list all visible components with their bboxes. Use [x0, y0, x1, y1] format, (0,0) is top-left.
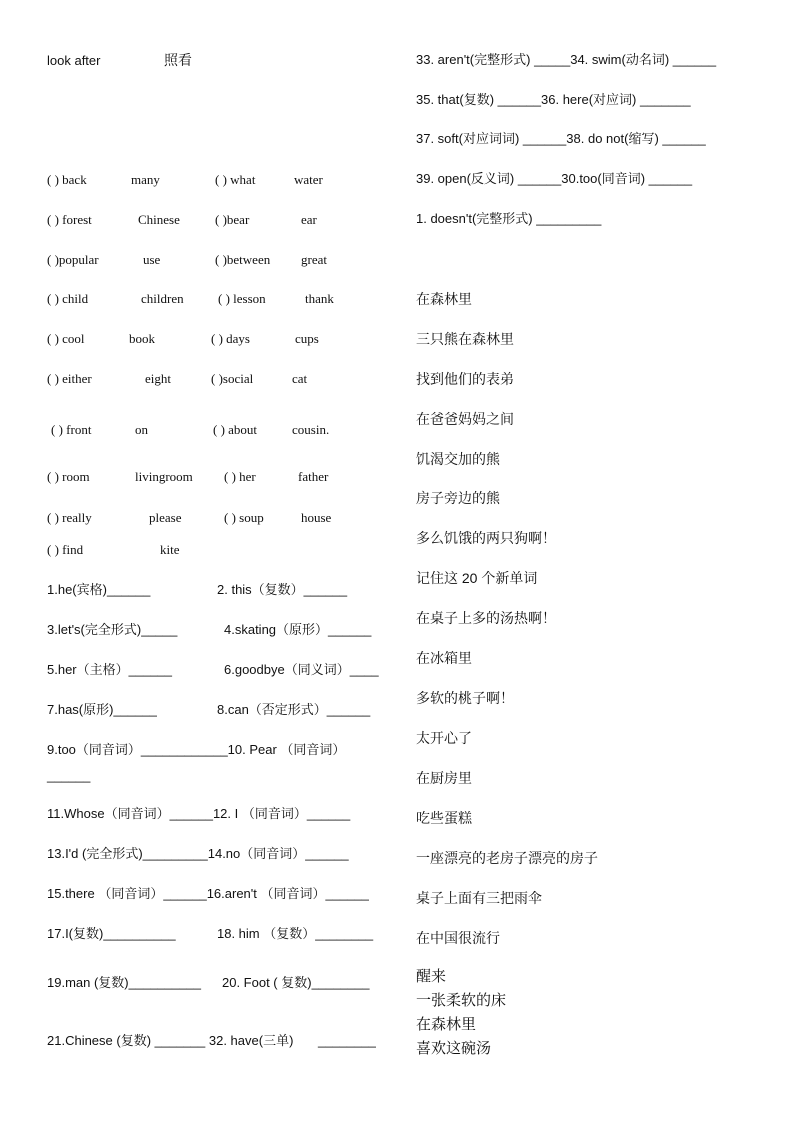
phrase-item: 多么饥饿的两只狗啊！ — [416, 530, 556, 546]
phonics-item: ( ) front — [51, 422, 92, 437]
exercise-item: 19.man (复数)__________ — [47, 975, 201, 990]
exercise-item: 4.skating（原形）______ — [224, 622, 372, 637]
phrase-item: 房子旁边的熊 — [416, 490, 500, 506]
exercise-item: 18. him （复数）________ — [217, 926, 374, 941]
exercise-item: ______ — [47, 768, 91, 783]
phonics-item: house — [301, 510, 332, 525]
phonics-item: thank — [305, 291, 334, 306]
exercise-item: 39. open(反义词) ______30.too(同音词) ______ — [416, 171, 693, 186]
phrase-item: 多软的桃子啊！ — [416, 690, 514, 706]
phonics-item: ( )bear — [215, 212, 250, 227]
phonics-item: cups — [295, 331, 319, 346]
phonics-item: kite — [160, 542, 180, 557]
phonics-item: Chinese — [138, 212, 180, 227]
phrase-item: 在厨房里 — [416, 770, 472, 786]
phonics-item: great — [301, 252, 327, 267]
phrase-item: 桌子上面有三把雨伞 — [416, 890, 542, 906]
exercise-item: 35. that(复数) ______36. here(对应词) _______ — [416, 92, 691, 107]
exercise-item: 8.can（否定形式）______ — [217, 702, 371, 717]
phonics-item: ( ) her — [224, 469, 256, 484]
exercise-item: 9.too（同音词）____________10. Pear （同音词） — [47, 742, 346, 757]
phrase-item: 在森林里 — [416, 291, 472, 307]
phonics-item: ( ) about — [213, 422, 258, 437]
phonics-item: father — [298, 469, 329, 484]
phrase-item: 一座漂亮的老房子漂亮的房子 — [416, 850, 598, 866]
exercise-item: 3.let's(完全形式)_____ — [47, 622, 178, 637]
phonics-item: ( )between — [215, 252, 271, 267]
phrase-item: 醒来 — [416, 968, 447, 985]
phonics-item: ( ) lesson — [218, 291, 266, 306]
exercise-item: 5.her（主格）______ — [47, 662, 173, 677]
phonics-item: ( ) really — [47, 510, 92, 525]
exercise-item: 13.I'd (完全形式)_________14.no（同音词）______ — [47, 846, 349, 861]
phrase-item: 在冰箱里 — [416, 650, 472, 666]
phrase-item: 吃些蛋糕 — [416, 810, 472, 826]
exercise-item: 37. soft(对应词词) ______38. do not(缩写) ______ — [416, 131, 706, 146]
exercise-item: 11.Whose（同音词）______12. I （同音词）______ — [47, 806, 351, 821]
phonics-item: ( ) cool — [47, 331, 85, 346]
phonics-item: ( ) what — [215, 172, 256, 187]
phrase-item: 喜欢这碗汤 — [416, 1040, 492, 1057]
phonics-item: ( ) child — [47, 291, 89, 306]
phonics-item: ( ) either — [47, 371, 92, 386]
phrase-item: 记住这 20 个新单词 — [416, 570, 538, 586]
phonics-item: many — [131, 172, 160, 187]
phonics-item: water — [294, 172, 323, 187]
phonics-item: book — [129, 331, 155, 346]
phonics-item: livingroom — [135, 469, 193, 484]
exercise-item: 2. this（复数）______ — [217, 582, 348, 597]
exercise-item: 33. aren't(完整形式) _____34. swim(动名词) ______ — [416, 52, 717, 67]
header-meaning: 照看 — [164, 52, 192, 68]
phrase-item: 一张柔软的床 — [416, 992, 507, 1009]
exercise-item: 6.goodbye（同义词）____ — [224, 662, 379, 677]
phrase-item: 太开心了 — [416, 730, 472, 746]
phrase-item: 找到他们的表弟 — [416, 371, 514, 387]
exercise-item: 1.he(宾格)______ — [47, 582, 151, 597]
phonics-item: cousin. — [292, 422, 330, 437]
phonics-item: ( ) find — [47, 542, 84, 557]
phonics-item: ( ) back — [47, 172, 87, 187]
phrase-item: 三只熊在森林里 — [416, 331, 514, 347]
header-phrase: look after — [47, 53, 101, 68]
exercise-item: 1. doesn't(完整形式) _________ — [416, 211, 602, 226]
exercise-item: 7.has(原形)______ — [47, 702, 157, 717]
phrase-item: 在中国很流行 — [416, 930, 500, 946]
phonics-item: on — [135, 422, 148, 437]
phonics-item: please — [149, 510, 182, 525]
phonics-item: use — [143, 252, 161, 267]
exercise-item: 17.I(复数)__________ — [47, 926, 176, 941]
phrase-item: 在爸爸妈妈之间 — [416, 411, 514, 427]
phonics-item: cat — [292, 371, 308, 386]
exercise-item: 15.there （同音词）______16.aren't （同音词）______ — [47, 886, 369, 901]
phonics-item: children — [141, 291, 184, 306]
phonics-item: ( )social — [211, 371, 254, 386]
phonics-item: ( ) days — [211, 331, 250, 346]
exercise-item: 21.Chinese (复数) _______ 32. have(三单) — [47, 1033, 294, 1048]
phrase-item: 饥渴交加的熊 — [416, 451, 500, 467]
exercise-item: ________ — [318, 1033, 376, 1048]
phonics-item: ( ) forest — [47, 212, 92, 227]
exercise-item: 20. Foot ( 复数)________ — [222, 975, 370, 990]
phrase-item: 在桌子上多的汤热啊！ — [416, 610, 556, 626]
phonics-item: ( ) room — [47, 469, 90, 484]
phonics-item: ear — [301, 212, 317, 227]
phonics-item: eight — [145, 371, 171, 386]
phonics-item: ( )popular — [47, 252, 99, 267]
phonics-item: ( ) soup — [224, 510, 264, 525]
phrase-item: 在森林里 — [416, 1016, 477, 1033]
